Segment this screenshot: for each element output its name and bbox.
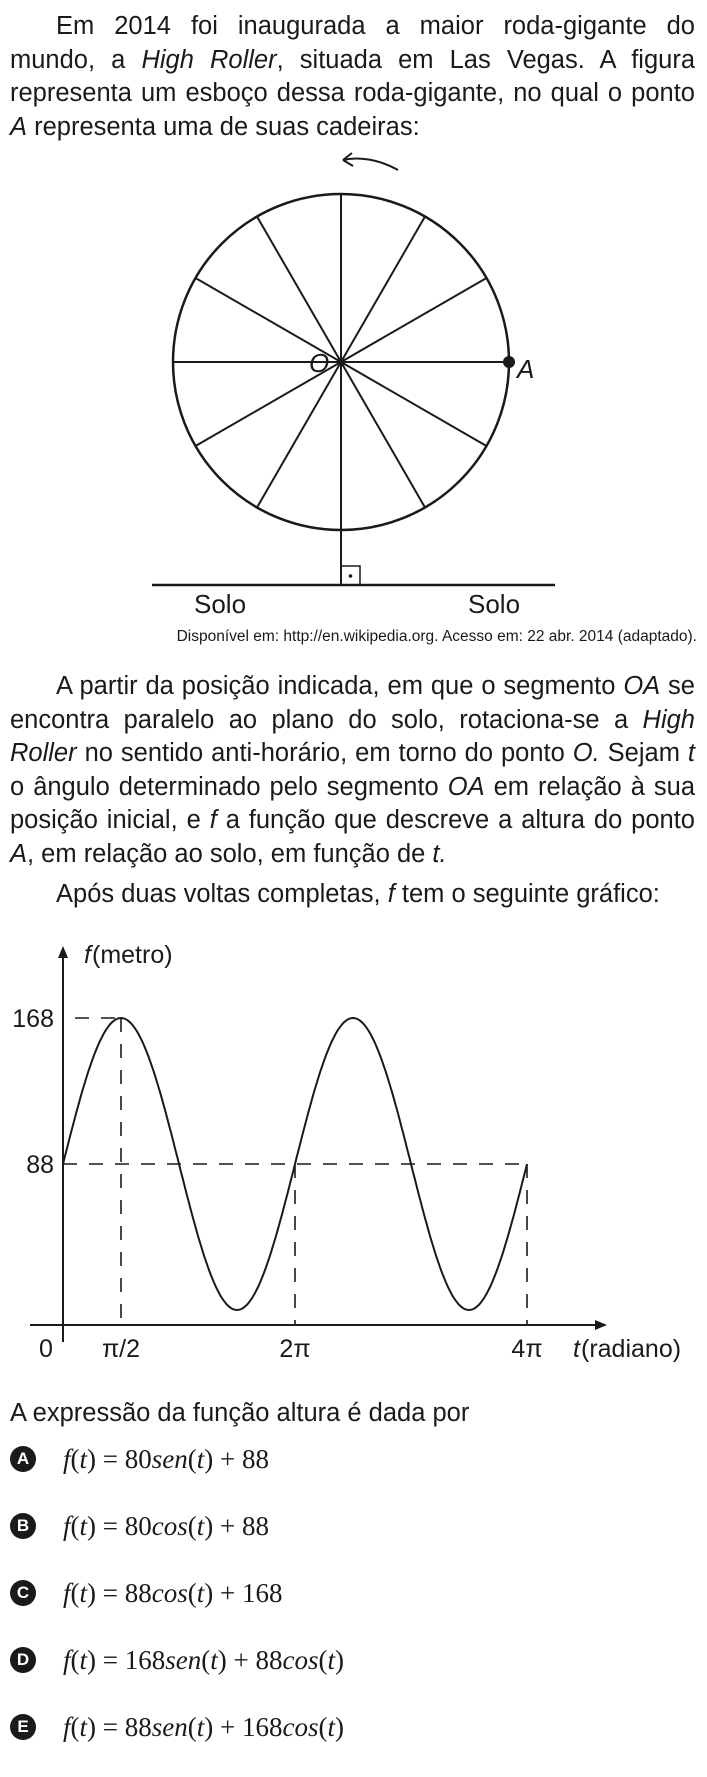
option-letter-badge: A (10, 1446, 36, 1472)
formula-part: ( (187, 1443, 197, 1474)
para-text: em relação à sua posição inicial, e (10, 772, 695, 835)
para-text: no sentido anti-horário, em torno do ponto (76, 739, 573, 768)
formula-part: t (196, 1510, 205, 1541)
spoke (341, 217, 425, 362)
x-axis-label-unit: (radiano) (581, 1335, 682, 1363)
formula-part: ( (187, 1711, 197, 1742)
para-text: t. (432, 839, 447, 868)
center-label: O (309, 348, 330, 378)
formula-part: t (79, 1443, 88, 1474)
formula-part: ) + 168 (204, 1577, 283, 1608)
formula-part: t (210, 1644, 218, 1675)
intro-text: representa uma de suas cadeiras: (27, 112, 420, 141)
height-function-chart (0, 925, 707, 1375)
formula-part: ( (187, 1510, 197, 1541)
option-b[interactable] (10, 1506, 269, 1546)
formula-part: ) (335, 1644, 344, 1675)
formula-part: ( (70, 1510, 80, 1541)
formula-part: f (63, 1510, 71, 1541)
para-text: OA (623, 672, 661, 700)
para-text: A partir da posição indicada, em que o segmento (56, 672, 624, 700)
option-formula (63, 1578, 282, 1609)
point-a-marker (503, 356, 515, 368)
para-text: o ângulo determinado pelo segmento (10, 772, 448, 801)
formula-part: cos (151, 1510, 188, 1541)
formula-part: ) + 168 (204, 1711, 283, 1742)
formula-part: sen (165, 1644, 202, 1675)
description-paragraph (10, 670, 695, 872)
ferris-wheel-figure (0, 0, 707, 620)
para-text: High Roller (10, 705, 695, 768)
formula-part: ) = 168 (87, 1644, 166, 1675)
x-tick-label: 4π (511, 1335, 543, 1363)
formula-part: ( (187, 1577, 197, 1608)
formula-part: ) + 88 (217, 1644, 283, 1675)
y-tick-label: 88 (26, 1151, 54, 1179)
x-axis-label-var: t (573, 1335, 580, 1363)
option-letter-badge: C (10, 1580, 36, 1606)
spoke (257, 217, 341, 362)
formula-part: f (63, 1443, 71, 1474)
ground-label-left: Solo (194, 589, 247, 619)
right-angle-dot (349, 574, 353, 578)
ground-label-right: Solo (468, 589, 521, 619)
spoke (341, 362, 486, 446)
center-point (337, 358, 345, 366)
y-tick-label: 168 (12, 1005, 54, 1033)
formula-part: ( (201, 1644, 211, 1675)
formula-part: t (196, 1711, 205, 1742)
formula-part: ) = 80 (87, 1510, 152, 1541)
spoke (257, 362, 341, 507)
formula-part: f (63, 1711, 71, 1742)
spoke (341, 362, 425, 507)
formula-part: ( (318, 1644, 328, 1675)
formula-part: cos (282, 1711, 319, 1742)
intro-text: A (10, 112, 28, 141)
formula-part: f (63, 1577, 71, 1608)
formula-part: sen (151, 1711, 188, 1742)
option-c[interactable] (10, 1573, 282, 1613)
para-text: Sejam (599, 739, 688, 768)
formula-part: t (79, 1577, 88, 1608)
intro-text: , situada em Las Vegas. A figura representa um esboço dessa roda-gigante, no qual o ponto (10, 45, 695, 108)
para-text: t (687, 739, 696, 768)
x-tick-label: 2π (279, 1335, 311, 1363)
option-formula (63, 1444, 269, 1475)
intro-text: High Roller (141, 45, 277, 74)
formula-part: ( (70, 1443, 80, 1474)
option-letter-badge: D (10, 1647, 36, 1673)
x-tick-label: 0 (39, 1335, 53, 1363)
option-d[interactable] (10, 1640, 344, 1680)
option-formula (63, 1712, 344, 1743)
formula-part: cos (282, 1644, 319, 1675)
formula-part: t (327, 1644, 335, 1675)
source-credit: Disponível em: http://en.wikipedia.org. Acesso em: 22 abr. 2014 (adaptado). (176, 628, 697, 645)
formula-part: cos (151, 1577, 188, 1608)
option-formula (63, 1645, 344, 1676)
graph-intro-paragraph (10, 878, 695, 912)
option-letter-badge: E (10, 1714, 36, 1740)
para-text: A (10, 839, 28, 868)
formula-part: t (79, 1510, 88, 1541)
formula-part: ) + 88 (204, 1443, 269, 1474)
formula-part: ( (70, 1577, 80, 1608)
option-e[interactable] (10, 1707, 344, 1747)
intro-text: Em 2014 foi inaugurada a maior roda-gigante do mundo, a (10, 12, 695, 74)
formula-part: ( (70, 1644, 80, 1675)
para-text: f (209, 806, 217, 835)
y-axis-label-var: f (84, 941, 91, 969)
x-tick-label: π/2 (101, 1335, 141, 1363)
option-formula (63, 1511, 269, 1542)
formula-part: ) = 88 (87, 1577, 152, 1608)
formula-part: sen (151, 1443, 188, 1474)
formula-part: ) + 88 (204, 1510, 269, 1541)
para-text: OA (447, 772, 485, 801)
y-axis-label-unit: (metro) (92, 941, 173, 969)
formula-part: f (63, 1644, 71, 1675)
option-a[interactable] (10, 1439, 269, 1479)
formula-part: t (327, 1711, 335, 1742)
spoke (341, 278, 486, 362)
para-text: tem o seguinte gráfico: (394, 880, 660, 908)
para-text: , em relação ao solo, em função de (27, 839, 433, 868)
guide-lines (63, 1018, 527, 1325)
para-text: f (387, 880, 395, 908)
formula-part: ) (335, 1711, 344, 1742)
para-text: se encontra paralelo ao plano do solo, rotaciona-se a (10, 672, 695, 734)
formula-part: t (196, 1443, 205, 1474)
question-prompt: A expressão da função altura é dada por (10, 1399, 470, 1427)
option-letter-badge: B (10, 1513, 36, 1539)
formula-part: ) = 80 (87, 1443, 152, 1474)
point-a-label: A (517, 354, 535, 384)
formula-part: t (196, 1577, 205, 1608)
para-text: O. (572, 739, 600, 768)
formula-part: t (79, 1644, 88, 1675)
formula-part: ) = 88 (87, 1711, 152, 1742)
para-text: a função que descreve a altura do ponto (216, 806, 695, 835)
formula-part: ( (318, 1711, 328, 1742)
formula-part: ( (70, 1711, 80, 1742)
para-text: Após duas voltas completas, (56, 880, 388, 908)
formula-part: t (79, 1711, 88, 1742)
